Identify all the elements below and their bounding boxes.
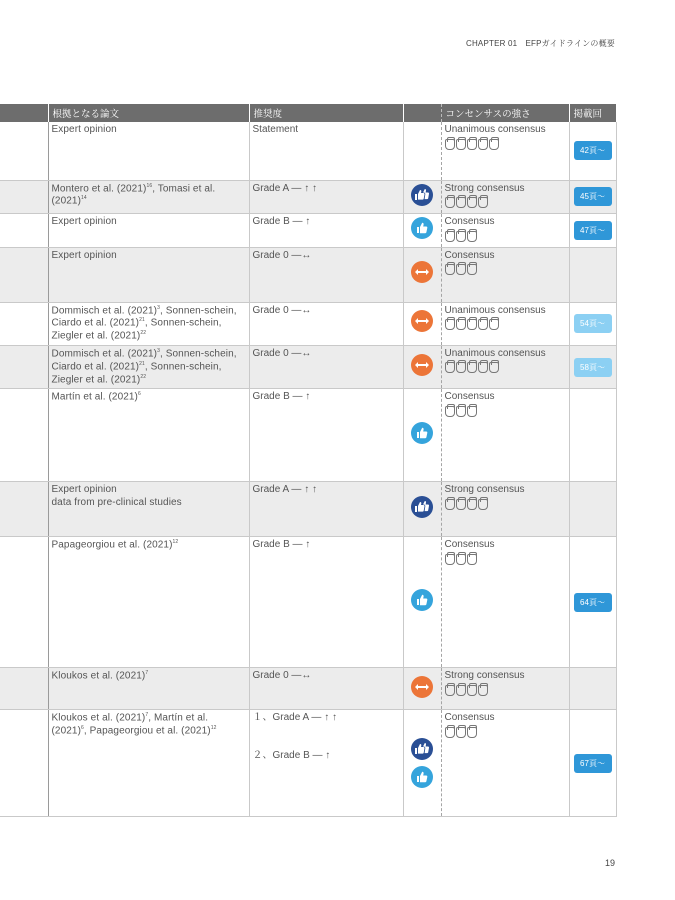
grade-cell: Grade B ― ↑ [249,537,403,668]
grade-cell: Grade B ― ↑ [249,389,403,482]
consensus-label: Unanimous consensus [444,304,546,316]
raised-hands-icon [445,231,566,243]
consensus-label: Strong consensus [444,484,525,496]
consensus-cell [441,122,569,180]
hand-icon [456,231,466,242]
table-row [0,537,616,668]
hand-icon [467,727,477,738]
row-index-cell [0,537,48,668]
evidence-cell: Expert opinion [48,247,249,302]
page-ref-cell [569,247,616,302]
raised-hands-icon [445,554,566,566]
page-ref-badge[interactable]: 58頁〜 [574,358,612,377]
hand-icon [478,499,488,510]
grade-cell: Grade A ― ↑ ↑ [249,180,403,214]
header-blank [0,104,48,122]
consensus-label: Unanimous consensus [444,347,546,359]
grade-cell: Grade B ― ↑ [249,214,403,248]
hand-icon [445,319,455,330]
hand-icon [445,362,455,373]
table-row [0,302,616,345]
consensus-label: Strong consensus [444,182,525,194]
raised-hands-icon [445,319,566,331]
page-ref-badge[interactable]: 67頁〜 [574,754,612,773]
hand-icon [445,406,455,417]
table-row [0,214,616,248]
hand-icon [478,319,488,330]
consensus-cell [441,180,569,214]
raised-hands-icon [445,406,566,418]
evidence-cell: Dommisch et al. $(2021)^3$, Sonnen-schein, Ciardo et al. $(2021)^{21}$, Sonnen-schein, Ziegler et al. $(2021)^{22}$ [48,302,249,345]
row-index-cell [0,214,48,248]
page-ref-cell [569,122,616,180]
grade-cell: Grade 0 ―↔ [249,345,403,388]
consensus-label: Consensus [444,539,495,551]
bidirectional-arrow-icon [411,261,433,283]
grade-cell: Grade 0 ―↔ [249,668,403,710]
consensus-cell [441,345,569,388]
row-index-cell [0,389,48,482]
grade-cell: Grade A ― ↑ ↑ [249,482,403,537]
thumbs-up-icon [411,589,433,611]
hand-icon [467,406,477,417]
hand-icon [456,406,466,417]
grade-cell: Grade 0 ―↔ [249,302,403,345]
hand-icon [445,231,455,242]
table-row [0,668,616,710]
row-index-cell [0,180,48,214]
table-row [0,122,616,180]
header-consensus: コンセンサスの強さ [441,104,569,122]
hand-icon [467,685,477,696]
header-evidence: 根拠となる論文 [48,104,249,122]
hand-icon [489,362,499,373]
hand-icon [456,319,466,330]
consensus-label: Consensus [444,712,495,724]
page-ref-cell [569,214,616,248]
consensus-cell [441,302,569,345]
hand-icon [467,231,477,242]
page-ref-cell [569,668,616,710]
recommendation-icon-cell [403,214,441,248]
recommendation-table [0,104,617,817]
page-number: 19 [604,858,615,868]
hand-icon [445,499,455,510]
table-row [0,345,616,388]
hand-icon [478,139,488,150]
double-thumbs-up-icon [411,184,433,206]
evidence-cell: Expert opinion [48,214,249,248]
raised-hands-icon [445,685,566,697]
bidirectional-arrow-icon [411,310,433,332]
hand-icon [467,362,477,373]
recommendation-icon-cell [403,247,441,302]
page-ref-cell [569,389,616,482]
recommendation-icon-cell [403,302,441,345]
recommendation-icon-cell [403,482,441,537]
page-ref-cell [569,345,616,388]
consensus-label: Strong consensus [444,670,525,682]
header-page: 掲載回 [569,104,616,122]
consensus-cell [441,214,569,248]
page-ref-badge[interactable]: 54頁〜 [574,314,612,333]
hand-icon [478,197,488,208]
consensus-cell [441,247,569,302]
header-icon [403,104,441,122]
consensus-cell [441,482,569,537]
table-row [0,247,616,302]
bidirectional-arrow-icon [411,354,433,376]
page-ref-cell [569,180,616,214]
chapter-header: CHAPTER 01 EFPガイドラインの概要 [465,39,615,48]
bidirectional-arrow-icon [411,676,433,698]
page-ref-cell [569,710,616,817]
hand-icon [456,685,466,696]
grade-cell: Grade 0 ―↔ [249,247,403,302]
hand-icon [456,727,466,738]
page-ref-badge[interactable]: 45頁〜 [574,187,612,206]
raised-hands-icon [445,727,566,739]
thumbs-up-icon [411,766,433,788]
grade-cell: Statement [249,122,403,180]
recommendation-icon-cell [403,710,441,817]
double-thumbs-up-icon [411,496,433,518]
consensus-label: Consensus [444,391,495,403]
raised-hands-icon [445,197,566,209]
table-header-row [0,104,616,122]
recommendation-icon-cell [403,345,441,388]
hand-icon [445,139,455,150]
hand-icon [456,139,466,150]
recommendation-icon-cell [403,122,441,180]
header-grade: 推奨度 [249,104,403,122]
hand-icon [456,499,466,510]
hand-icon [478,685,488,696]
raised-hands-icon [445,362,566,374]
evidence-cell: Kloukos et al. $(2021)^7$, Martín et al. $(2021)^6$, Papageorgiou et al. $(2021)^{12}$ [48,710,249,817]
evidence-cell: Expert opinion data from pre-clinical studies [48,482,249,537]
row-index-cell [0,345,48,388]
consensus-label: Consensus [444,216,495,227]
hand-icon [467,319,477,330]
hand-icon [445,264,455,275]
evidence-cell: Montero et al. $(2021)^{16}$, Tomasi et al. $(2021)^{14}$ [48,180,249,214]
consensus-cell [441,668,569,710]
row-index-cell [0,302,48,345]
page-ref-cell [569,302,616,345]
consensus-cell [441,710,569,817]
hand-icon [445,685,455,696]
table-row [0,710,616,817]
table-row [0,389,616,482]
evidence-cell: Martín et al. $(2021)^6$ [48,389,249,482]
hand-icon [445,197,455,208]
consensus-label: Unanimous consensus [444,124,546,135]
hand-icon [489,139,499,150]
evidence-cell: Dommisch et al. $(2021)^3$, Sonnen-schein, Ciardo et al. $(2021)^{21}$, Sonnen-schein, Ziegler et al. $(2021)^{22}$ [48,345,249,388]
recommendation-icon-cell [403,389,441,482]
page-ref-badge[interactable]: 64頁〜 [574,593,612,612]
raised-hands-icon [445,264,566,276]
raised-hands-icon [445,499,566,511]
hand-icon [489,319,499,330]
thumbs-up-icon [411,217,433,239]
raised-hands-icon [445,139,566,151]
consensus-label: Consensus [444,249,495,261]
hand-icon [445,727,455,738]
hand-icon [445,554,455,565]
page-ref-cell [569,537,616,668]
row-index-cell [0,247,48,302]
evidence-cell: Papageorgiou et al. $(2021)^{12}$ [48,537,249,668]
page-ref-badge[interactable]: 42頁〜 [574,141,612,160]
hand-icon [467,197,477,208]
hand-icon [467,554,477,565]
recommendation-icon-cell [403,668,441,710]
row-index-cell [0,482,48,537]
consensus-cell [441,389,569,482]
hand-icon [456,362,466,373]
hand-icon [456,554,466,565]
evidence-cell: Expert opinion [48,122,249,180]
hand-icon [467,499,477,510]
hand-icon [478,362,488,373]
double-thumbs-up-icon [411,738,433,760]
hand-icon [467,139,477,150]
consensus-cell [441,537,569,668]
row-index-cell [0,122,48,180]
evidence-cell: Kloukos et al. $(2021)^7$ [48,668,249,710]
table-row [0,482,616,537]
recommendation-icon-cell [403,537,441,668]
hand-icon [456,264,466,275]
row-index-cell [0,710,48,817]
hand-icon [467,264,477,275]
table-row [0,180,616,214]
recommendation-icon-cell [403,180,441,214]
hand-icon [456,197,466,208]
grade-cell: １、Grade A ― ↑ ↑ ２、Grade B ― ↑ [249,710,403,817]
page-ref-cell [569,482,616,537]
thumbs-up-icon [411,422,433,444]
row-index-cell [0,668,48,710]
page-ref-badge[interactable]: 47頁〜 [574,221,612,240]
